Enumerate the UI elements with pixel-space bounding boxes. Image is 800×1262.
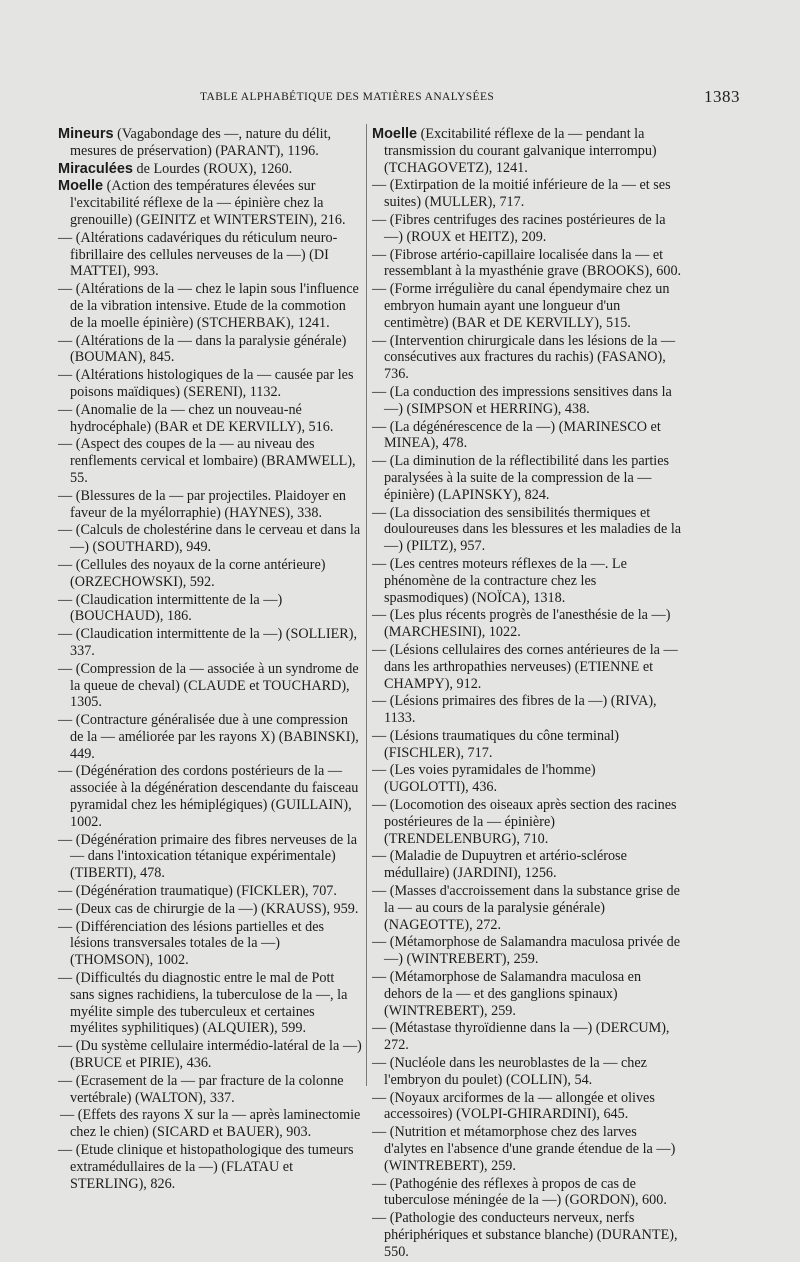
entry-text: — (Altérations de la — dans la paralysie générale) (BOUMAN), 845. — [58, 332, 347, 366]
index-entry — [372, 642, 682, 692]
entry-text: — (Dégénération traumatique) (FICKLER), 707. — [58, 883, 337, 900]
entry-text: — (Du système cellulaire intermédio-latéral de la —) (BRUCE et PIRIE), 436. — [58, 1038, 362, 1072]
index-entry — [58, 919, 362, 969]
index-entry — [372, 728, 682, 762]
entry-text: — (Difficultés du diagnostic entre le mal de Pott sans signes rachidiens, la tuberculose de la —, la myélite simple des tuberculeux et certaines myélites syphilitiques) (ALQUIER), 599. — [58, 970, 348, 1037]
entry-text: — (Lésions primaires des fibres de la —) (RIVA), 1133. — [372, 693, 657, 727]
entry-text: — (Lésions traumatiques du cône terminal) (FISCHLER), 717. — [372, 727, 620, 761]
index-entry — [372, 212, 682, 246]
entry-headword: Miraculées — [58, 160, 133, 177]
index-entry — [372, 969, 682, 1019]
index-entry — [372, 419, 682, 453]
entry-text: — (Nutrition et métamorphose chez des larves d'alytes en l'absence d'une grande étendue de la —) (WINTREBERT), 259. — [372, 1124, 676, 1174]
index-entry — [58, 763, 362, 830]
index-entry — [372, 384, 682, 418]
entry-text: (Excitabilité réflexe de la — pendant la transmission du courant galvanique interrompu) (TCHAGOVETZ), 1241. — [384, 126, 657, 176]
index-entry — [58, 832, 362, 882]
entry-text: — (Pathologie des conducteurs nerveux, nerfs phériphériques et substance blanche) (DURANTE), 550. — [372, 1210, 678, 1260]
index-entry — [58, 281, 362, 331]
entry-text: — (La diminution de la réflectibilité dans les parties paralysées à la suite de la compression de la — épinière) (LAPINSKY), 824. — [372, 453, 670, 503]
entry-text: — (Calculs de cholestérine dans le cerveau et dans la —) (SOUTHARD), 949. — [58, 522, 361, 556]
entry-text: — (Altérations de la — chez le lapin sous l'influence de la vibration intensive. Etude de la commotion de la moelle épinière) (STCHERBAK), 1241. — [58, 281, 359, 331]
entry-text: — (Masses d'accroissement dans la substance grise de la — au cours de la paralysie générale) (NAGEOTTE), 272. — [372, 883, 680, 933]
entry-text: — (Effets des rayons X sur la — après laminectomie chez le chien) (SICARD et BAUER), 903. — [60, 1107, 361, 1141]
entry-text: — (Lésions cellulaires des cornes antérieures de la — dans les arthropathies nerveuses) (ETIENNE et CHAMPY), 912. — [372, 641, 678, 692]
index-entry — [372, 1055, 682, 1089]
entry-headword: Moelle — [58, 178, 104, 195]
entry-text: — (Blessures de la — par projectiles. Plaidoyer en faveur de la myélorraphie) (HAYNES), 338. — [58, 487, 347, 521]
index-entry — [58, 161, 362, 178]
entry-text: (Vagabondage des —, nature du délit, mesures de préservation) (PARANT), 1196. — [70, 126, 332, 159]
page-number: 1383 — [704, 87, 740, 106]
index-entry — [58, 1073, 362, 1107]
entry-text: — (Dégénération des cordons postérieurs de la — associée à la dégénération descendante du faisceau pyramidal chez les hémiplégiques) (GUILLAIN), 1002. — [58, 763, 359, 830]
entry-text: — (La conduction des impressions sensitives dans la —) (SIMPSON et HERRING), 438. — [372, 383, 672, 417]
index-entry — [58, 626, 362, 660]
entry-text: — (Locomotion des oiseaux après section des racines postérieures de la — épinière) (TRENDELENBURG), 710. — [372, 797, 677, 847]
index-entry — [372, 883, 682, 933]
entry-text: — (Altérations histologiques de la — causée par les poisons maïdiques) (SERENI), 1132. — [58, 367, 354, 400]
entry-text: — (Différenciation des lésions partielles et des lésions transversales totales de la —) (THOMSON), 1002. — [58, 918, 325, 969]
index-entry — [58, 901, 362, 918]
entry-text: — (Cellules des noyaux de la corne antérieure) (ORZECHOWSKI), 592. — [58, 556, 326, 590]
running-head-title: TABLE ALPHABÉTIQUE DES MATIÈRES ANALYSÉES — [200, 91, 495, 103]
entry-text: — (Pathogénie des réflexes à propos de cas de tuberculose méningée de la —) (GORDON), 600. — [372, 1175, 667, 1209]
index-entry — [58, 1038, 362, 1072]
index-entry — [372, 693, 682, 727]
entry-text: — (Claudication intermittente de la —) (BOUCHAUD), 186. — [58, 591, 283, 625]
index-entry — [372, 797, 682, 847]
index-entry — [372, 607, 682, 641]
running-head — [60, 89, 740, 111]
entry-headword: Moelle — [372, 126, 418, 142]
index-entry — [58, 436, 362, 486]
index-entry — [372, 281, 682, 331]
entry-text: — (Les plus récents progrès de l'anesthésie de la —) (MARCHESINI), 1022. — [372, 607, 671, 641]
index-entry — [372, 1210, 682, 1260]
entry-text: — (Anomalie de la — chez un nouveau-né hydrocéphale) (BAR et DE KERVILLY), 516. — [58, 401, 334, 435]
entry-text: — (La dissociation des sensibilités thermiques et douloureuses dans les blessures et les maladies de la —) (PILTZ), 957. — [372, 504, 682, 555]
entry-text: — (Dégénération primaire des fibres nerveuses de la — dans l'intoxication tétanique expérimentale) (TIBERTI), 478. — [58, 831, 357, 882]
index-entry — [372, 762, 682, 796]
entry-headword: Mineurs — [58, 126, 114, 142]
entry-text: — (Noyaux arciformes de la — allongée et olives accessoires) (VOLPI-GHIRARDINI), 645. — [372, 1089, 655, 1123]
index-entry — [58, 883, 362, 900]
entry-text: — (Métamorphose de Salamandra maculosa en dehors de la — et des ganglions spinaux) (WINTREBERT), 259. — [372, 969, 642, 1019]
index-entry — [58, 367, 362, 401]
index-entry — [58, 592, 362, 626]
entry-text: — (Altérations cadavériques du réticulum neuro-fibrillaire des cellules nerveuses de la —) (DI MATTEI), 993. — [58, 229, 338, 280]
index-entry — [58, 333, 362, 367]
entry-text: — (La dégénérescence de la —) (MARINESCO et MINEA), 478. — [372, 418, 661, 452]
index-entry — [58, 126, 362, 160]
entry-text: — (Aspect des coupes de la — au niveau des renflements cervical et lombaire) (BRAMWELL), 55. — [58, 436, 356, 486]
index-entry — [58, 178, 362, 228]
index-entry — [58, 488, 362, 522]
entry-text: — (Les voies pyramidales de l'homme) (UGOLOTTI), 436. — [372, 762, 596, 796]
entry-text: — (Métamorphose de Salamandra maculosa privée de —) (WINTREBERT), 259. — [372, 934, 681, 968]
index-entry — [58, 712, 362, 762]
index-entry — [372, 1124, 682, 1174]
entry-text: de Lourdes (ROUX), 1260. — [136, 160, 293, 177]
entry-text: — (Deux cas de chirurgie de la —) (KRAUSS), 959. — [58, 900, 359, 917]
column-divider — [366, 124, 367, 1086]
entry-text: — (Claudication intermittente de la —) (SOLLIER), 337. — [58, 626, 358, 659]
index-entry — [58, 661, 362, 711]
entry-text: — (Nucléole dans les neuroblastes de la — chez l'embryon du poulet) (COLLIN), 54. — [372, 1055, 647, 1088]
index-entry — [58, 522, 362, 556]
entry-text: — (Les centres moteurs réflexes de la —. Le phénomène de la contracture chez les spasmodiques) (NOÏCA), 1318. — [372, 555, 627, 606]
entry-text: — (Maladie de Dupuytren et artério-sclérose médullaire) (JARDINI), 1256. — [372, 848, 627, 882]
index-entry — [372, 453, 682, 503]
index-entry — [372, 1176, 682, 1210]
index-entry — [58, 230, 362, 280]
left-column — [58, 126, 362, 1193]
index-entry — [372, 247, 682, 281]
entry-text: — (Compression de la — associée à un syndrome de la queue de cheval) (CLAUDE et TOUCHARD), 1305. — [58, 660, 359, 711]
entry-text: (Action des températures élevées sur l'excitabilité réflexe de la — épinière chez la grenouille) (GEINITZ et WINTERSTEIN), 216. — [70, 178, 346, 228]
index-entry — [372, 934, 682, 968]
entry-text: — (Fibres centrifuges des racines postérieures de la —) (ROUX et HEITZ), 209. — [372, 211, 666, 245]
index-entry — [372, 848, 682, 882]
entry-text: — (Forme irrégulière du canal épendymaire chez un embryon humain ayant une longueur d'un centimètre) (BAR et DE KERVILLY), 515. — [372, 281, 670, 331]
index-entry — [58, 402, 362, 436]
index-entry — [372, 1020, 682, 1054]
index-entry — [58, 970, 362, 1037]
entry-text: — (Contracture généralisée due à une compression de la — améliorée par les rayons X) (BABINSKI), 449. — [58, 712, 359, 762]
index-entry — [372, 177, 682, 211]
entry-text: — (Métastase thyroïdienne dans la —) (DERCUM), 272. — [372, 1020, 670, 1054]
index-entry — [372, 556, 682, 606]
index-entry — [372, 333, 682, 383]
entry-text: — (Ecrasement de la — par fracture de la colonne vertébrale) (WALTON), 337. — [58, 1072, 344, 1106]
entry-text: — (Intervention chirurgicale dans les lésions de la — consécutives aux fractures du rachis) (FASANO), 736. — [372, 332, 676, 383]
index-entry — [58, 557, 362, 591]
entry-text: — (Fibrose artério-capillaire localisée dans la — et ressemblant à la myasthénie grave (BROOKS), 600. — [372, 246, 682, 280]
entry-text: — (Extirpation de la moitié inférieure de la — et ses suites) (MULLER), 717. — [372, 177, 671, 211]
index-entry — [372, 505, 682, 555]
right-column — [372, 126, 682, 1262]
index-entry — [372, 126, 682, 176]
entry-text: — (Etude clinique et histopathologique des tumeurs extramédullaires de la —) (FLATAU et STERLING), 826. — [58, 1142, 354, 1192]
index-entry — [372, 1090, 682, 1124]
index-entry — [58, 1107, 362, 1141]
